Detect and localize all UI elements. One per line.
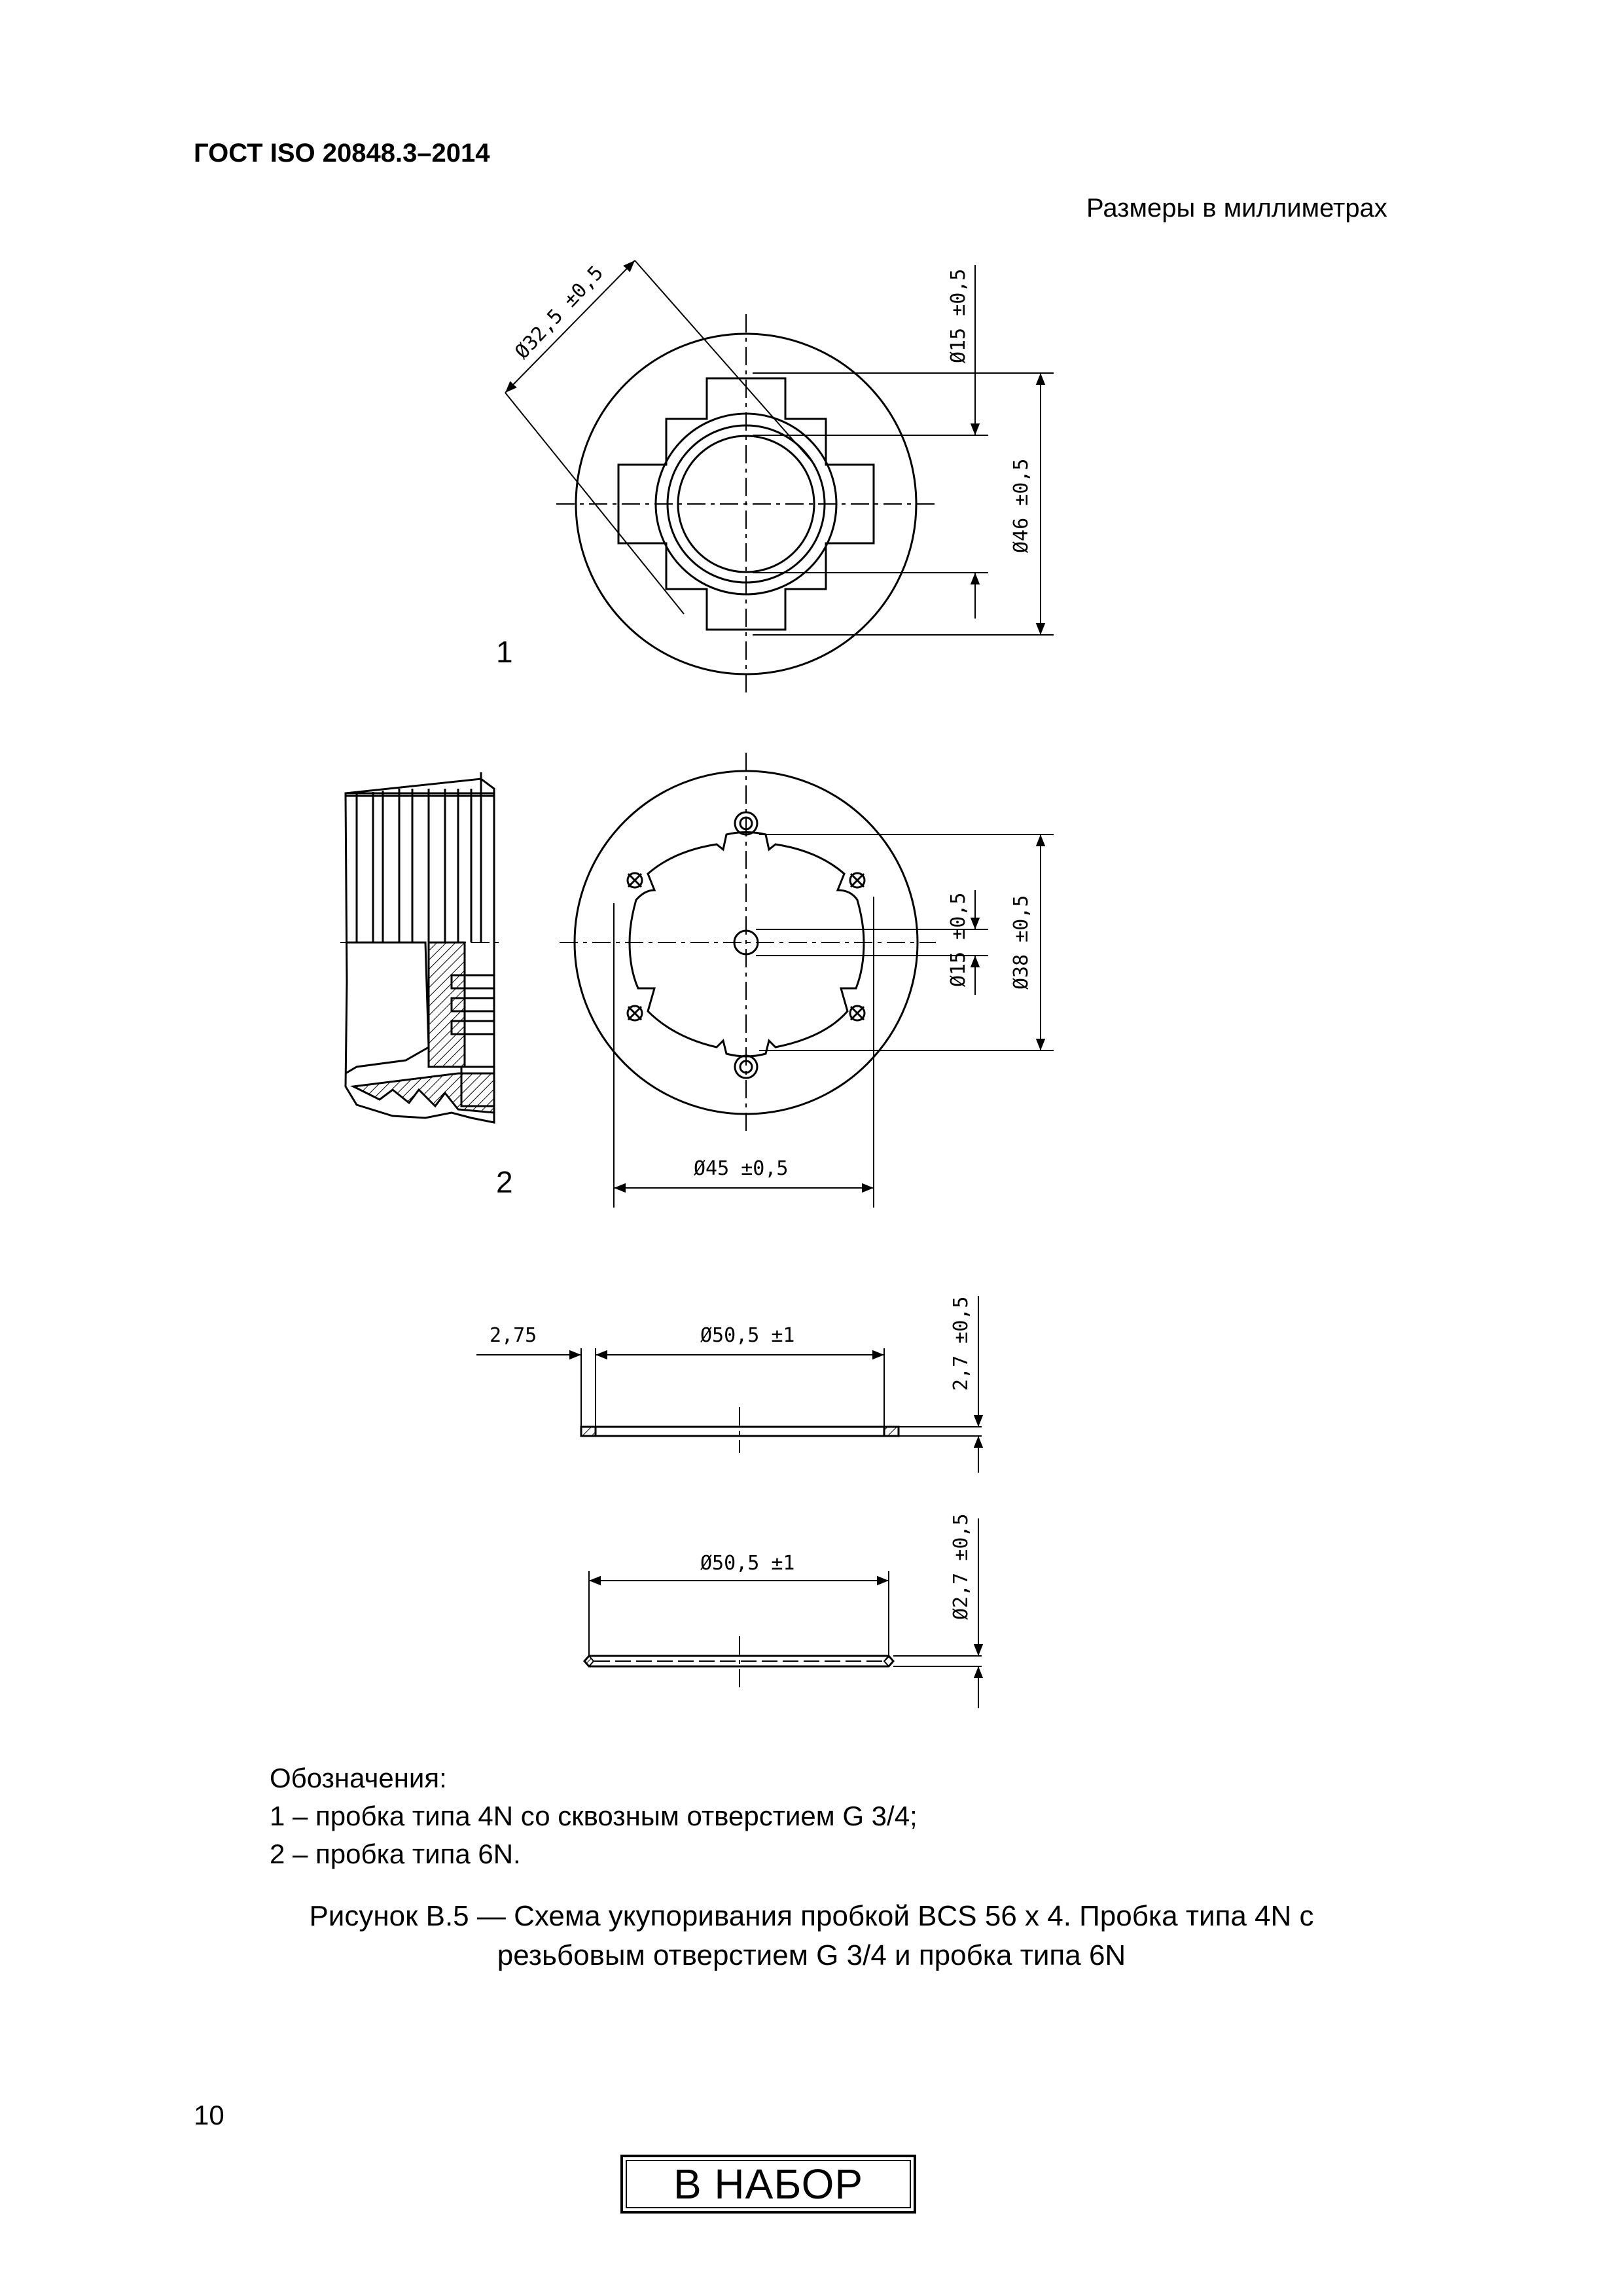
units-note: Размеры в миллиметрах — [1086, 194, 1387, 223]
part1-label: 1 — [496, 635, 513, 669]
flat-gasket-drawing — [476, 1296, 982, 1473]
caption-line: резьбовым отверстием G 3/4 и пробка типа 6N — [497, 1939, 1126, 1971]
legend-heading: Обозначения: — [270, 1763, 447, 1793]
page-number: 10 — [194, 2100, 224, 2130]
legend — [270, 1759, 918, 1873]
figure-caption — [196, 1897, 1427, 1975]
part1-dim-diag: Ø32,5 ±0,5 — [510, 261, 609, 364]
part1-dim-outer: Ø46 ±0,5 — [1010, 458, 1033, 553]
part2-dim-pin-circle: Ø38 ±0,5 — [1010, 895, 1033, 990]
flat-gasket-dim-diameter: Ø50,5 ±1 — [700, 1324, 795, 1347]
document-code: ГОСТ ISO 20848.3–2014 — [194, 139, 490, 168]
oring-gasket-drawing — [584, 1518, 982, 1708]
part2-dim-outer: Ø45 ±0,5 — [694, 1157, 789, 1180]
stamp-box — [620, 2155, 916, 2214]
legend-item: 1 – пробка типа 4N со сквозным отверстием G 3/4; — [270, 1801, 918, 1831]
oring-dim-diameter: Ø50,5 ±1 — [700, 1552, 795, 1575]
part2-drawing — [560, 753, 1054, 1208]
part1-drawing — [505, 260, 1054, 694]
stamp-text: В НАБОР — [626, 2160, 911, 2208]
flat-gasket-dim-edge: 2,75 — [490, 1324, 537, 1347]
part2-dim-hole: Ø15 ±0,5 — [947, 892, 970, 987]
part2-label: 2 — [496, 1165, 513, 1199]
part1-dim-hole: Ø15 ±0,5 — [947, 268, 970, 363]
legend-item: 2 – пробка типа 6N. — [270, 1839, 521, 1869]
oring-dim-cross-section: Ø2,7 ±0,5 — [950, 1513, 972, 1620]
caption-line: Рисунок В.5 — Схема укупоривания пробкой BCS 56 х 4. Пробка типа 4N с — [309, 1900, 1314, 1932]
part2-section-drawing — [340, 772, 501, 1122]
flat-gasket-dim-thickness: 2,7 ±0,5 — [950, 1296, 972, 1391]
